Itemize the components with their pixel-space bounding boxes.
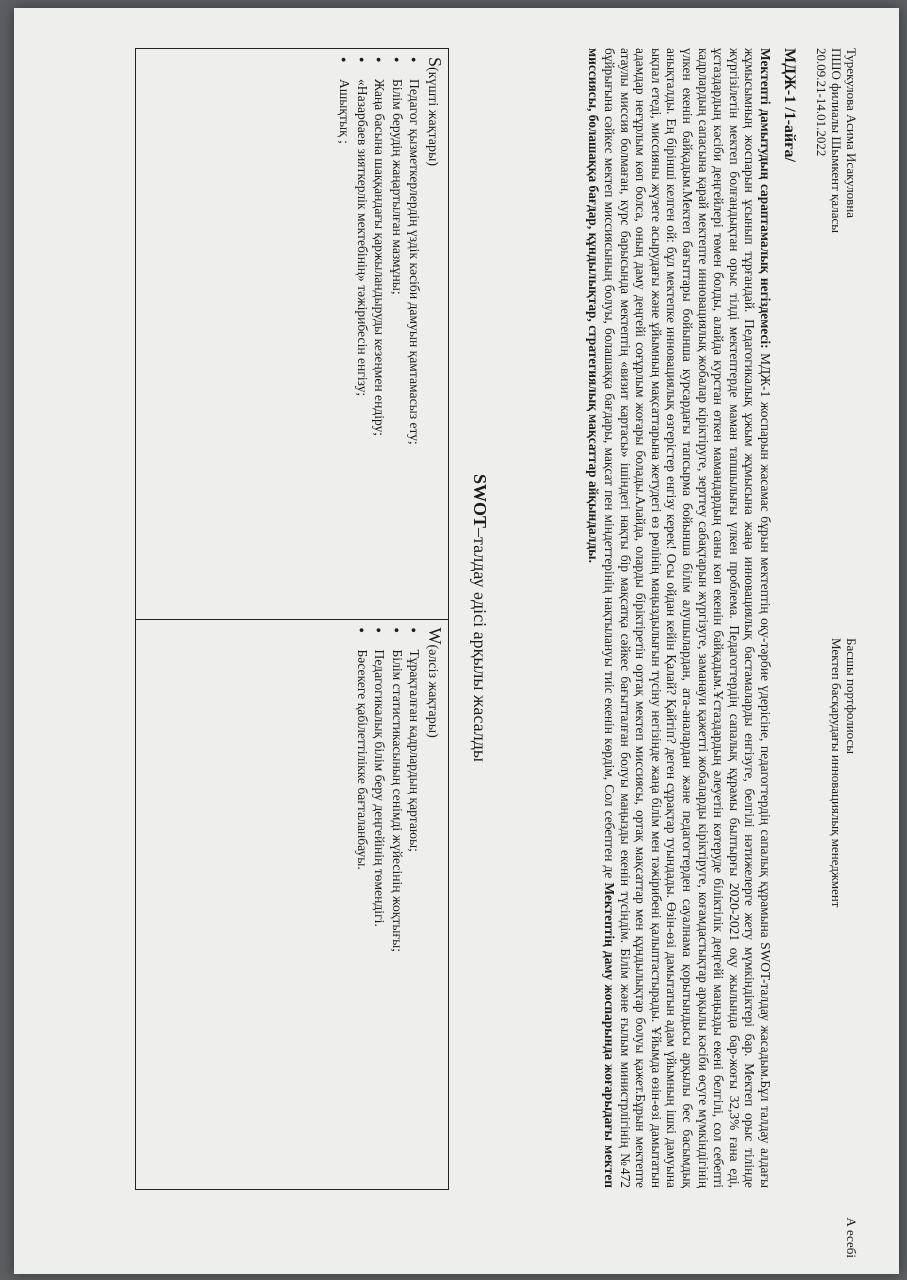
swot-heading: [470, 48, 490, 1188]
paragraph-lead: Мектепті дамытудың сараптамалық негіздемесі:: [758, 48, 773, 349]
strengths-list: [336, 57, 423, 611]
weaknesses-title-text: (әлсіз жақтары): [425, 644, 440, 738]
document-title: МДЖ-1 /1-айға/: [781, 48, 798, 162]
header-right: [844, 1217, 859, 1258]
module-label: Мектеп басқарудағы инновациялық менеджмент: [829, 638, 844, 908]
list-item: ● Білім берудің жаңартылған мазмұны;: [388, 79, 405, 611]
report-label: А есебі: [844, 1217, 859, 1258]
header-center: [829, 638, 859, 907]
strengths-letter: S: [425, 57, 445, 68]
paragraph-body: [586, 48, 773, 1188]
swot-table: [135, 48, 449, 1190]
swot-heading-acronym: SWOT: [470, 473, 490, 528]
paragraph-text: МДЖ-1 жоспарын жасамас бұрын мектептің оқу-тәрбие үдерісіне, педагогтердің сапалық құрамына SWOT-талдау жасадым.Бұл талдау алдағы жұмысымның жоспарын ұсынып тұрғандай. Педагогикалық ұжым жұмысына жаңа инновациялық бастамаларды енгізуге, белгілі нәтижелерге жету мүмкіндіктері бар. Мектеп орыс тілінде жүргізілетін мектеп болғандықтан орыс тілді мектептерде маман тапшылығы үлкен проблема. Педагогтердің сапалық құрамы былтырғы 2020-2021 оқу жылында бар-жоғы 32,3% ғана еді, ұстаздардың кәсіби деңгейлері төмен болды, алайда курстан өткен мамандардың саны көп екенін байқадым.Ұстаздардың әлеуетін көтеруде біліктілік деңгейі маңызды екені белгілі, сол себепті кадрлардың сапасына қарай мектепте инновациялық жобалар кіріктіруге, зерттеу сабақтарын жүргізуге, заманауи қажетті жобаларды кіріктіруге, коғамдастықтар арқылы кәсіби өсуге мүмкіндігінің үлкен екенін байқадым.Мектеп бағыттары бойынша курсардағы тапсырма бойынша білім алушылардан, ата-аналардан және педагогтерден сауалнама қорытындысы арқылы бес басымдық анықталды. Ең бірінші келген ой: бұл мектепке инновациялық өзгерістер енгізу керек! Осы ойдан кейін Қалай? Қайтіп? деген сұрақтар туындады. Өзін-өзі дамытатын адам үйымның ішкі дамуына ықпал етеді, миссияны жүзеге асырудағы және ұйымның мақсаттарына жетудегі өз рөлінің маңыздылығын түсіну негізінде жаңа білім мен тәжірибені қалыптастырады. Ұйымда өзін-өзі дамытатын адамдар неғұрлым көп болса, оның даму деңгейі соғұрлым жоғары болады.Алайда, оларды біріктіретін ортақ мектеп миссиясы, ортақ мақсаттар мен құндылықтар болуы қажет.Бұрын мектепте атаулы миссия болмаған, курс барысында мектептің «визит картасы» ішіндегі нақты бір мақсатқа сәйкес бағытталған болуы маңызды екенін түсіндім. Білім және ғылым министрлігінің №472 бұйрығына сәйкес мектеп миссиясының болуы, болашаққа бағдары, мақсат пен міндеттерінің нақтылануы тиіс екенін көрдім, Сол себептен де: [602, 48, 773, 1188]
list-item: ● Ашықтық ;: [336, 79, 353, 611]
weaknesses-letter: W: [425, 627, 445, 645]
rotated-document: [29, 48, 859, 1258]
strengths-title: [424, 57, 445, 611]
portfolio-label: Басшы портфолиосы: [844, 638, 859, 754]
weaknesses-title: [424, 627, 445, 1182]
list-item: ● Педагог қызметкерлердің үздік кәсіби дамуын қамтамасыз ету;: [406, 79, 423, 611]
header-left: [814, 48, 859, 233]
list-item: ● Тұрақталған кадрлардың қартаюы;: [406, 650, 423, 1182]
author-name: Турекулова Асима Исакуловна: [844, 48, 859, 219]
paper-sheet: [14, 8, 899, 1274]
list-item: ● Педагогикалық білім беру деңгейінің төмендігі.: [371, 650, 388, 1182]
strengths-title-text: (күшті жақтары): [425, 67, 440, 167]
list-item: ● Бәсекеге қабілеттілікке бағталанбауы.: [353, 650, 370, 1182]
strengths-cell: [136, 49, 448, 619]
rationale-paragraph: [586, 48, 773, 1188]
date-range: 20.09.21-14.01.2022: [814, 48, 829, 157]
list-item: ● Жаңа басына шаққандағы қаржыландыруды кезеңмен ендіру;: [371, 79, 388, 611]
swot-heading-rest: –талдау әдісі арқылы жасалды: [470, 528, 490, 763]
list-item: ● «Назарбаев зияткерлік мектебінің» тәжірибесін енгізу;: [353, 79, 370, 611]
paragraph-conclusion: Мектептің даму жоспарында жоғарыдағы мектеп миссиясы, болашаққа бағдар, құндылықтар, стратегиялық мақсаттар айқындалды.: [586, 48, 618, 1188]
weaknesses-cell: [136, 619, 448, 1190]
list-item: ● Білім статистикасының сенімді жүйесінің жоқтығы;: [388, 650, 405, 1182]
branch-name: ПШО филиалы Шымкент қаласы: [829, 48, 844, 234]
weaknesses-list: [353, 628, 422, 1182]
